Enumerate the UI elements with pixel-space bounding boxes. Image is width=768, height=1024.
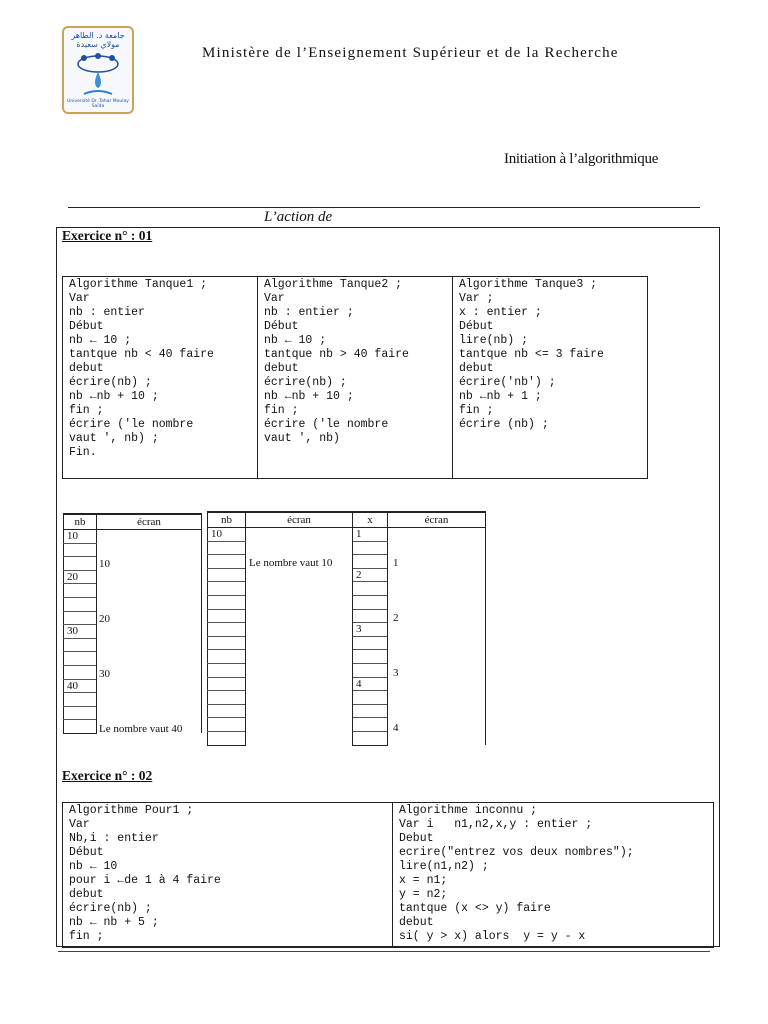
nb-cell bbox=[64, 720, 97, 734]
top-divider bbox=[68, 207, 700, 208]
exercise-2-algorithms bbox=[62, 802, 714, 948]
nb-cell bbox=[64, 597, 97, 611]
x-cell bbox=[353, 541, 388, 555]
algorithm-tanque3: Algorithme Tanque3 ; Var ; x : entier ; Début lire(nb) ; tantque nb <= 3 faire debut écrire('nb') ; nb ←nb + 1 ; fin ; écrire (nb) ; bbox=[459, 278, 604, 431]
x-cell bbox=[353, 650, 388, 664]
logo-caption: Université Dr. Tahar Moulay Saïda bbox=[67, 99, 129, 109]
nb-cell bbox=[208, 541, 246, 555]
x-cell: 3 bbox=[353, 623, 388, 637]
trace-table-tanque1 bbox=[63, 513, 202, 734]
screen-output: 2 bbox=[393, 612, 399, 624]
x-cell bbox=[353, 691, 388, 705]
algorithm-tanque2: Algorithme Tanque2 ; Var nb : entier ; Début nb ← 10 ; tantque nb > 40 faire debut écrire(nb) ; nb ←nb + 10 ; fin ; écrire ('le nombre vaut ', nb) bbox=[258, 277, 453, 478]
table-header: écran bbox=[97, 514, 202, 530]
x-cell bbox=[353, 718, 388, 732]
nb-cell bbox=[64, 557, 97, 571]
nb-cell bbox=[64, 543, 97, 557]
nb-cell bbox=[208, 704, 246, 718]
table-header: nb bbox=[208, 512, 246, 528]
screen-output: Le nombre vaut 40 bbox=[99, 723, 183, 735]
x-cell bbox=[353, 582, 388, 596]
x-cell bbox=[353, 704, 388, 718]
exercise-1-algorithms bbox=[62, 276, 648, 479]
algorithm-pour1: Algorithme Pour1 ; Var Nb,i : entier Début nb ← 10 pour i ←de 1 à 4 faire debut écrire(nb) ; nb ← nb + 5 ; fin ; bbox=[63, 803, 393, 947]
nb-cell bbox=[208, 555, 246, 569]
nb-cell bbox=[208, 582, 246, 596]
table-header: x bbox=[353, 512, 388, 528]
nb-cell: 30 bbox=[64, 625, 97, 639]
x-cell bbox=[353, 731, 388, 745]
screen-output: 3 bbox=[393, 667, 399, 679]
course-title: Initiation à l’algorithmique bbox=[504, 151, 659, 167]
screen-output: 4 bbox=[393, 722, 399, 734]
nb-cell bbox=[64, 652, 97, 666]
nb-cell bbox=[208, 595, 246, 609]
ministry-title: Ministère de l’Enseignement Supérieur et de la Recherche bbox=[202, 45, 619, 61]
nb-cell bbox=[64, 706, 97, 720]
nb-cell bbox=[208, 731, 246, 745]
table-header: nb bbox=[64, 514, 97, 530]
nb-cell: 20 bbox=[64, 570, 97, 584]
nb-cell bbox=[208, 636, 246, 650]
nb-cell: 10 bbox=[64, 530, 97, 544]
exercise-2-title: Exercice n° : 02 bbox=[62, 768, 153, 783]
nb-cell bbox=[208, 663, 246, 677]
nb-cell bbox=[208, 677, 246, 691]
nb-cell bbox=[64, 611, 97, 625]
university-logo bbox=[62, 26, 134, 114]
nb-cell bbox=[208, 568, 246, 582]
x-cell: 4 bbox=[353, 677, 388, 691]
algorithm-inconnu: Algorithme inconnu ; Var i n1,n2,x,y : entier ; Debut ecrire("entrez vos deux nombres"); lire(n1,n2) ; x = n1; y = n2; tantque (x <> y) faire debut si( y > x) alors y = y - x bbox=[399, 804, 634, 943]
nb-cell: 40 bbox=[64, 679, 97, 693]
table-header: écran bbox=[388, 512, 486, 528]
algorithm-tanque1: Algorithme Tanque1 ; Var nb : entier Début nb ← 10 ; tantque nb < 40 faire debut écrire(nb) ; nb ←nb + 10 ; fin ; écrire ('le nombre vaut ', nb) ; Fin. bbox=[63, 277, 258, 478]
screen-output: Le nombre vaut 10 bbox=[249, 557, 333, 569]
bottom-divider bbox=[58, 951, 710, 952]
nb-cell bbox=[64, 638, 97, 652]
nb-cell bbox=[64, 665, 97, 679]
x-cell bbox=[353, 595, 388, 609]
x-cell: 2 bbox=[353, 568, 388, 582]
x-cell bbox=[353, 636, 388, 650]
screen-output: 1 bbox=[393, 557, 399, 569]
logo-arabic-text: جامعة د. الطاهر مولاي سعيدة bbox=[71, 31, 125, 49]
nb-cell bbox=[208, 718, 246, 732]
table-header: écran bbox=[246, 512, 353, 528]
x-cell bbox=[353, 609, 388, 623]
screen-column bbox=[388, 528, 486, 746]
nb-cell bbox=[64, 693, 97, 707]
trace-table-tanque2-tanque3 bbox=[207, 511, 486, 746]
screen-output: 20 bbox=[99, 613, 110, 625]
nb-cell bbox=[64, 584, 97, 598]
screen-column bbox=[97, 530, 202, 734]
section-subtitle: L’action de bbox=[264, 209, 333, 225]
nb-cell bbox=[208, 650, 246, 664]
x-cell bbox=[353, 663, 388, 677]
nb-cell bbox=[208, 691, 246, 705]
nb-cell bbox=[208, 623, 246, 637]
nb-cell bbox=[208, 609, 246, 623]
screen-output: 10 bbox=[99, 558, 110, 570]
x-cell: 1 bbox=[353, 528, 388, 542]
x-cell bbox=[353, 555, 388, 569]
screen-output: 30 bbox=[99, 668, 110, 680]
nb-cell: 10 bbox=[208, 528, 246, 542]
exercise-1-title: Exercice n° : 01 bbox=[62, 228, 153, 243]
